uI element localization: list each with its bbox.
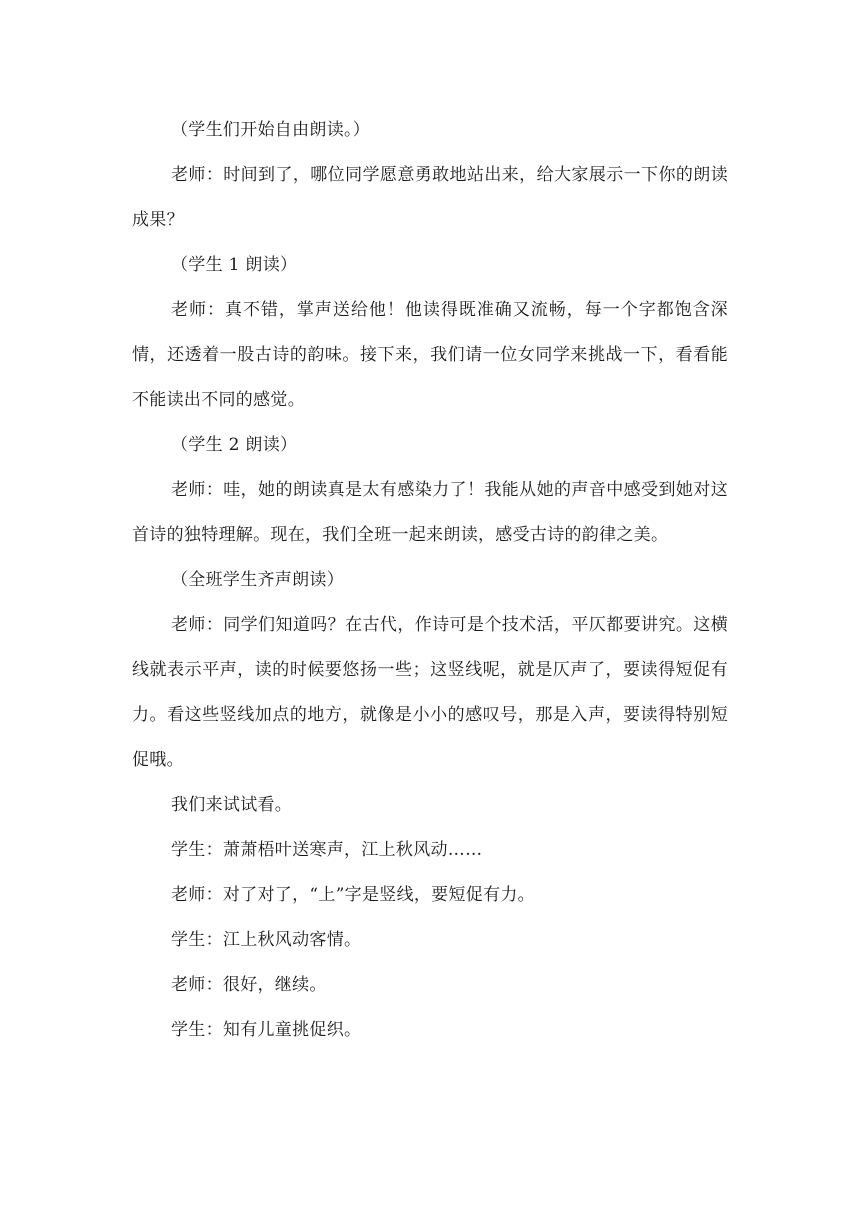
paragraph-students-free-reading: （学生们开始自由朗读。） — [171, 120, 371, 140]
paragraph-teacher-wow: 老师：哇，她的朗读真是太有感染力了！我能从她的声音中感受到她对这首诗的独特理解。现在，我们全班一起来朗读，感受古诗的韵律之美。 — [132, 480, 728, 545]
paragraph-student-2-reading: （学生 2 朗读） — [171, 435, 298, 455]
paragraph-teacher-tones: 老师：同学们知道吗？在古代，作诗可是个技术活，平仄都要讲究。这横线就表示平声，读的时候要悠扬一些；这竖线呢，就是仄声了，要读得短促有力。看这些竖线加点的地方，就像是小小的感叹号，那是入声，要读得特别短促哦。 — [132, 615, 728, 770]
document-body — [132, 108, 728, 1053]
paragraph-lets-try: 我们来试试看。 — [171, 795, 293, 815]
paragraph-student-1-reading: （学生 1 朗读） — [171, 255, 298, 275]
paragraph-teacher-continue: 老师：很好，继续。 — [171, 975, 327, 995]
paragraph-teacher-praise: 老师：真不错，掌声送给他！他读得既准确又流畅，每一个字都饱含深情，还透着一股古诗的韵味。接下来，我们请一位女同学来挑战一下，看看能不能读出不同的感觉。 — [132, 300, 728, 410]
paragraph-teacher-time-up: 老师：时间到了，哪位同学愿意勇敢地站出来，给大家展示一下你的朗读成果？ — [132, 165, 728, 230]
paragraph-student-line-2: 学生：江上秋风动客情。 — [171, 930, 362, 950]
paragraph-class-reading: （全班学生齐声朗读） — [171, 570, 344, 590]
paragraph-student-line-3: 学生：知有儿童挑促织。 — [171, 1020, 362, 1040]
paragraph-student-line-1: 学生：萧萧梧叶送寒声，江上秋风动…… — [171, 840, 483, 860]
paragraph-teacher-correct: 老师：对了对了，“上”字是竖线，要短促有力。 — [171, 885, 535, 905]
